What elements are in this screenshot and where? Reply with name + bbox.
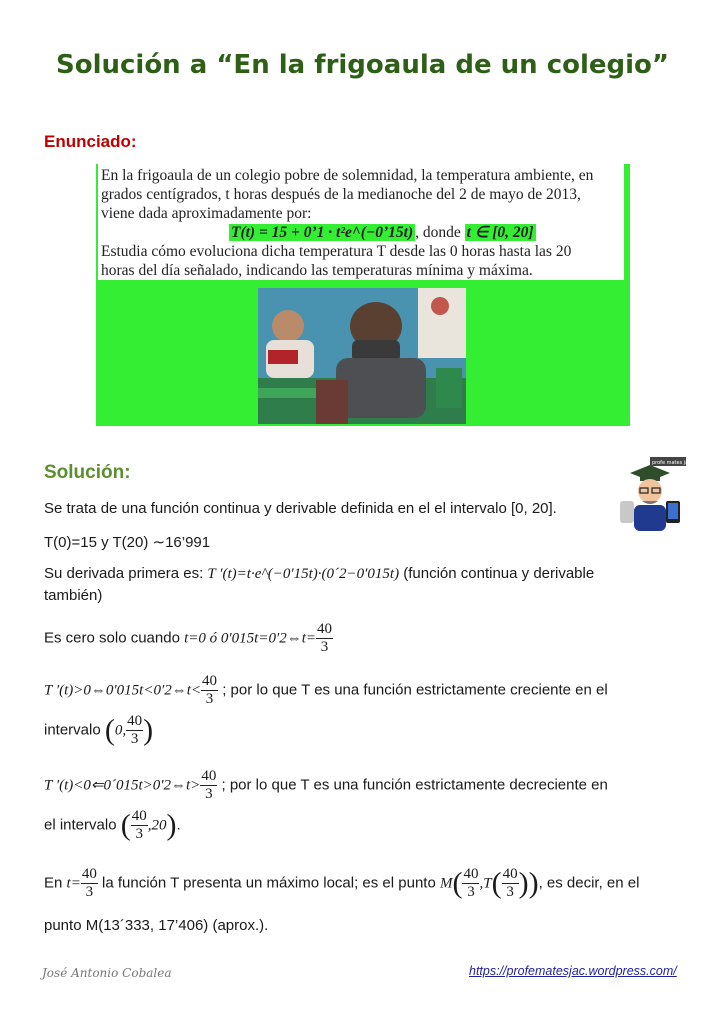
statement-line: horas del día señalado, indicando las temperaturas mínima y máxima. <box>101 262 533 279</box>
point-label: M <box>439 875 453 892</box>
derivative-note: (función continua y derivable <box>403 565 595 582</box>
increasing-text: ; por lo que T es una función estrictamente creciente en el <box>222 681 608 699</box>
derivative-note-line2: también) <box>44 587 103 604</box>
solution-paragraph-3 <box>44 565 684 583</box>
max-point-line: punto M(13´333, 17’406) (aprox.). <box>44 917 269 934</box>
interval-right: ,20 <box>147 817 167 834</box>
page-title: Solución a “En la frigoaula de un colegio” <box>55 50 670 80</box>
solution-paragraph-7: En t= $\frac{40}{3}$ la función T presenta un máximo local; es el punto M( $\frac{40}{3}$ ,T( $\frac{40}{3}$ )), es decir, en el <box>44 866 640 900</box>
avatar-badge: profe mates jac <box>652 460 691 466</box>
fraction: $\frac{40}{3}$ <box>317 621 333 655</box>
formula-suffix: , donde <box>415 224 461 241</box>
interval-label: el intervalo <box>44 816 117 834</box>
fraction: $\frac{40}{3}$ <box>127 713 143 747</box>
max-intro: En <box>44 874 63 892</box>
zero-formula: t=0 ó 0′015t=0′2⇔t= <box>184 630 317 647</box>
author-signature: José Antonio Cobalea <box>42 966 172 980</box>
statement-line: Estudia cómo evoluciona dicha temperatura T desde las 0 horas hasta las 20 <box>101 243 572 260</box>
solution-paragraph-4 <box>44 621 333 656</box>
zero-intro: Es cero solo cuando <box>44 629 180 647</box>
fraction: $\frac{40}{3}$ <box>463 866 479 900</box>
statement-heading: Enunciado: <box>44 132 137 151</box>
max-text: la función T presenta un máximo local; es el punto <box>102 874 436 892</box>
boundary-values: T(0)=15 y T(20) ∼16’991 <box>44 534 211 551</box>
temperature-formula: T(t) = 15 + 0’1 · t²e^(−0’15t) <box>231 224 414 241</box>
solution-paragraph-1: Se trata de una función continua y derivable definida en el el intervalo [0, 20]. <box>44 500 557 517</box>
decreasing-formula: T ′(t)<0⇐0´015t>0′2⇔t> <box>44 777 201 794</box>
decreasing-interval-line: el intervalo ( $\frac{40}{3}$ ,20). <box>44 808 181 842</box>
fraction: $\frac{40}{3}$ <box>502 866 518 900</box>
statement-line: En la frigoaula de un colegio pobre de solemnidad, la temperatura ambiente, en <box>101 167 594 184</box>
increasing-interval-line: intervalo (0, $\frac{40}{3}$ ) <box>44 713 154 747</box>
domain-formula: t ∈ [0, 20] <box>466 224 534 241</box>
solution-heading: Solución: <box>44 462 131 483</box>
statement-box <box>96 164 630 426</box>
classroom-photo <box>258 288 466 424</box>
fraction: $\frac{40}{3}$ <box>81 866 97 900</box>
point-T: ,T <box>479 875 492 892</box>
profe-avatar-icon <box>616 457 691 531</box>
max-suffix: , es decir, en el <box>538 874 640 892</box>
solution-paragraph-2 <box>44 533 210 551</box>
statement-line: grados centígrados, t horas después de la medianoche del 2 de mayo de 2013, <box>101 186 581 203</box>
fraction: $\frac{40}{3}$ <box>131 808 147 842</box>
statement-text <box>96 164 626 282</box>
interval-left: 0, <box>114 722 127 739</box>
derivative-formula: T ′(t)=t·e^(−0′15t)·(0´2−0′015t) <box>207 566 400 582</box>
blog-link[interactable]: https://profematesjac.wordpress.com/ <box>469 964 677 978</box>
statement-formula-line <box>101 223 624 242</box>
fraction: $\frac{40}{3}$ <box>201 768 217 802</box>
derivative-intro: Su derivada primera es: <box>44 565 204 582</box>
interval-label: intervalo <box>44 721 101 739</box>
decreasing-text: ; por lo que T es una función estrictamente decreciente en <box>221 776 608 794</box>
fraction: $\frac{40}{3}$ <box>202 673 218 707</box>
solution-paragraph-6 <box>44 768 694 803</box>
solution-paragraph-5 <box>44 673 694 708</box>
statement-line: viene dada aproximadamente por: <box>101 205 312 222</box>
increasing-formula: T ′(t)>0⇔0′015t<0′2⇔t< <box>44 682 202 699</box>
